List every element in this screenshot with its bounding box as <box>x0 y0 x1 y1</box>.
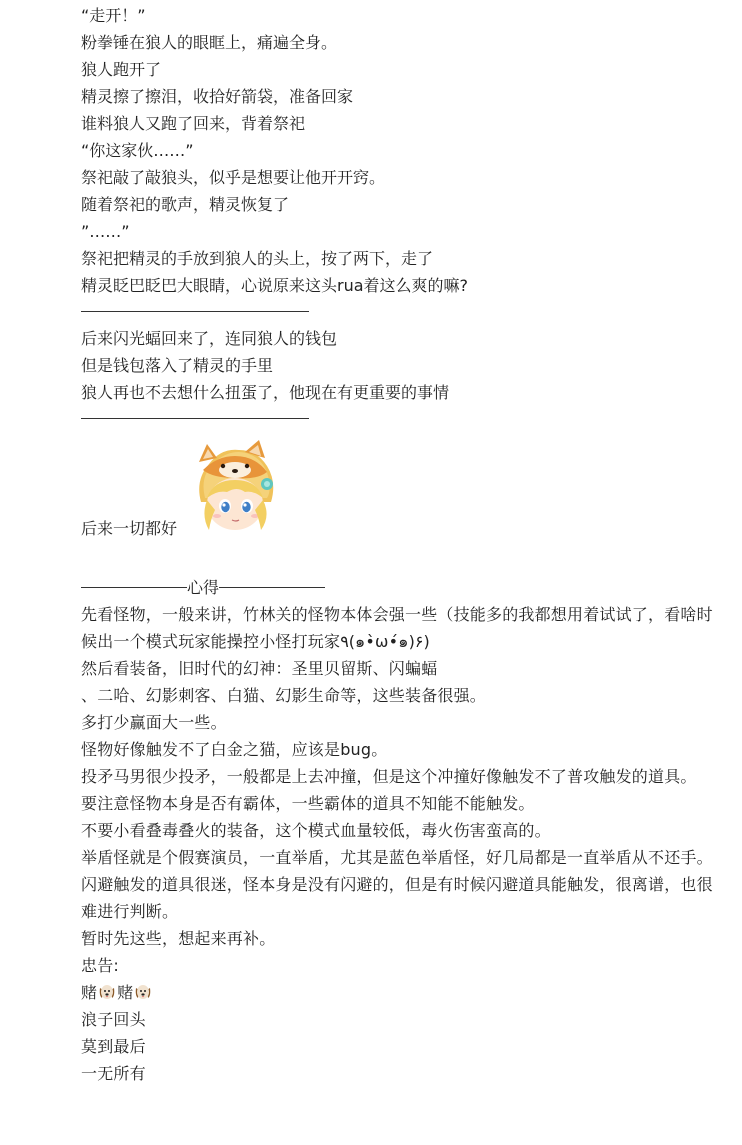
story-line: 随着祭祀的歌声，精灵恢复了 <box>81 195 290 214</box>
closing-line: 浪子回头 <box>81 1010 146 1029</box>
notes-paragraph: 举盾怪就是个假赛演员，一直举盾，尤其是蓝色举盾怪，好几局都是一直举盾从不还手。 <box>81 848 713 867</box>
story-line: 狼人再也不去想什么扭蛋了，他现在有更重要的事情 <box>81 383 450 402</box>
notes-paragraph: 先看怪物，一般来讲，竹林关的怪物本体会强一些（技能多的我都想用着试试了，看啥时候出一个模式玩家能操控小怪打玩家٩(๑•̀ω•́๑)۶) <box>81 605 713 651</box>
section-divider <box>81 311 309 312</box>
notes-paragraph: 闪避触发的道具很迷，怪本身是没有闪避的，但是有时候闪避道具能触发，很离谱，也很难进行判断。 <box>81 875 713 921</box>
story-line: ”……” <box>81 222 130 241</box>
notes-paragraph: 要注意怪物本身是否有霸体，一些霸体的道具不知能不能触发。 <box>81 794 535 813</box>
story-line: 祭祀把精灵的手放到狼人的头上，按了两下，走了 <box>81 249 434 268</box>
notes-paragraph: 不要小看叠毒叠火的装备，这个模式血量较低，毒火伤害蛮高的。 <box>81 821 551 840</box>
ending-text: 后来一切都好 <box>81 519 178 538</box>
notes-paragraph: 多打少赢面大一些。 <box>81 713 227 732</box>
gamble-word: 赌 <box>117 983 134 1002</box>
story-line: 后来闪光蝠回来了，连同狼人的钱包 <box>81 329 338 348</box>
advice-label: 忠告: <box>81 956 119 975</box>
closing-line: 一无所有 <box>81 1064 146 1083</box>
story-line: “走开！” <box>81 6 146 25</box>
story-line: 谁料狼人又跑了回来，背着祭祀 <box>81 114 306 133</box>
section-divider <box>81 418 309 419</box>
story-line: 但是钱包落入了精灵的手里 <box>81 356 274 375</box>
story-line: 精灵擦了擦泪，收拾好箭袋，准备回家 <box>81 87 354 106</box>
closing-line: 莫到最后 <box>81 1037 146 1056</box>
story-line: 精灵眨巴眨巴大眼睛，心说原来这头rua着这么爽的嘛? <box>81 276 469 295</box>
notes-paragraph: 然后看装备，旧时代的幻神：圣里贝留斯、闪蝙蝠 <box>81 659 438 678</box>
dog-face-icon <box>134 982 152 1002</box>
header-rule-left <box>81 587 187 588</box>
story-line: “你这家伙……” <box>81 141 194 160</box>
notes-paragraph: 投矛马男很少投矛，一般都是上去冲撞，但是这个冲撞好像触发不了普攻触发的道具。 <box>81 767 697 786</box>
notes-heading: 心得 <box>187 578 220 597</box>
gamble-word: 赌 <box>81 983 98 1002</box>
gamble-line <box>81 979 721 1006</box>
story-section-b <box>81 325 742 406</box>
notes-paragraph: 怪物好像触发不了白金之猫，应该是bug。 <box>81 740 388 759</box>
dog-face-icon <box>98 982 116 1002</box>
notes-header <box>81 574 742 601</box>
story-line: 粉拳锤在狼人的眼眶上，痛遍全身。 <box>81 33 338 52</box>
notes-section <box>81 601 721 1087</box>
notes-paragraph: 暂时先这些，想起来再补。 <box>81 929 276 948</box>
ending-row <box>81 432 742 536</box>
story-section-a <box>81 0 742 299</box>
notes-paragraph: 、二哈、幻影刺客、白猫、幻影生命等，这些装备很强。 <box>81 686 487 705</box>
story-line: 祭祀敲了敲狼头，似乎是想要让他开开窍。 <box>81 168 386 187</box>
header-rule-right <box>219 587 325 588</box>
shiba-hat-elf-avatar-image <box>187 440 283 536</box>
story-line: 狼人跑开了 <box>81 60 162 79</box>
